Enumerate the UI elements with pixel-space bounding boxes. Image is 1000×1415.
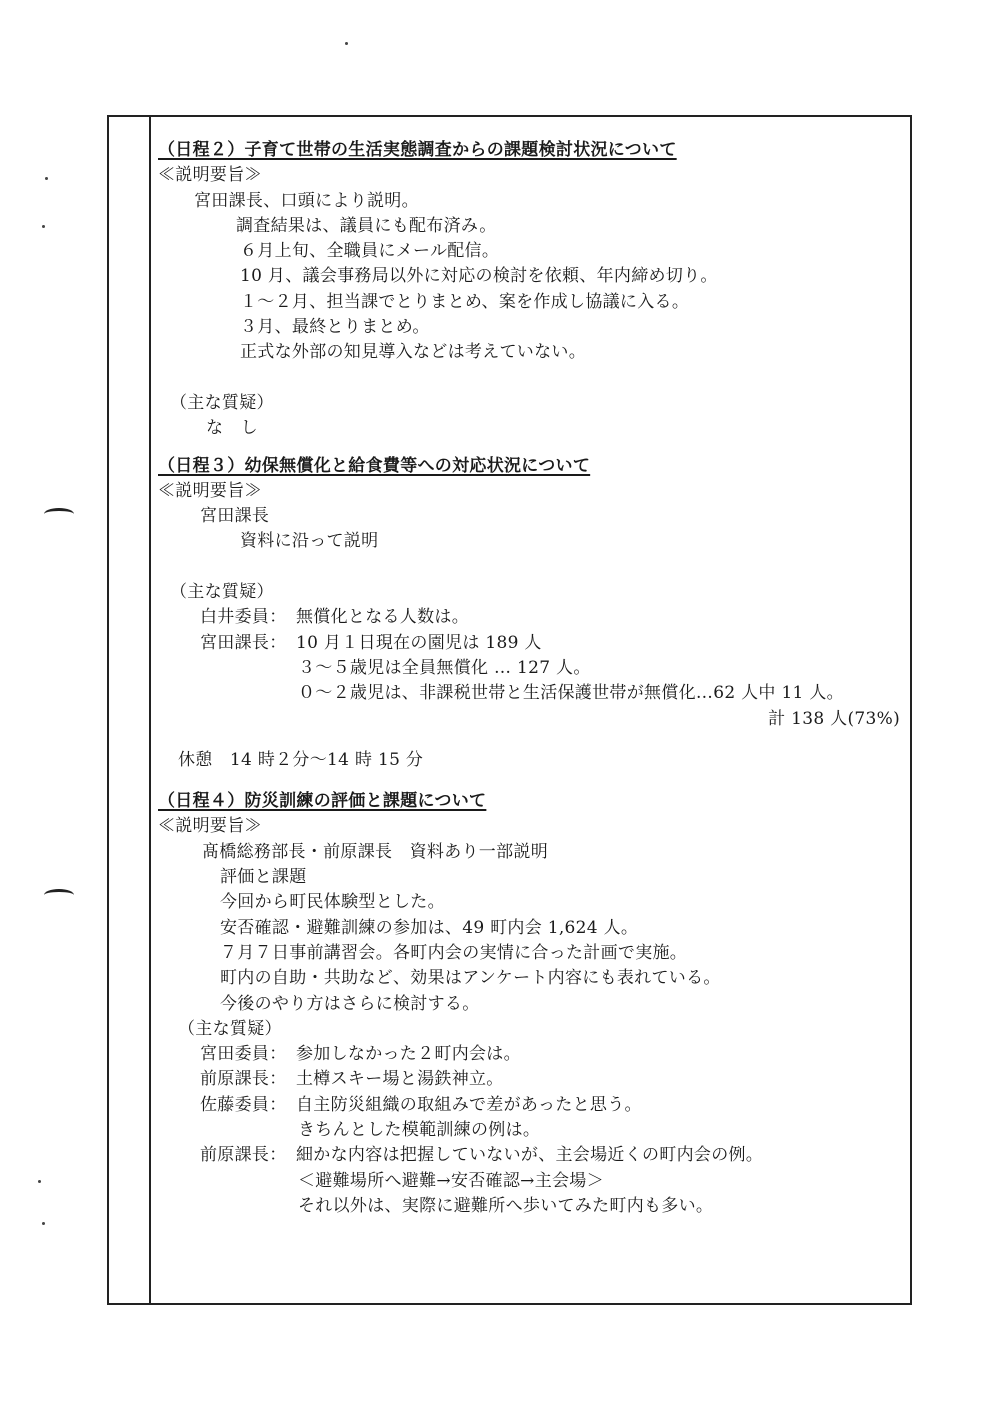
summary-line: ６月上旬、全職員にメール配信。 — [240, 241, 500, 262]
presenter: 髙橋総務部長・前原課長 資料あり一部説明 — [202, 841, 548, 862]
speck — [42, 225, 45, 228]
summary-line: 町内の自助・共助など、効果はアンケート内容にも表れている。 — [220, 968, 721, 989]
qa-speaker: 白井委員 — [200, 607, 270, 628]
qa-label: （主な質疑） — [178, 1018, 282, 1039]
summary-line: 今回から町民体験型とした。 — [220, 892, 445, 913]
qa-continuation: きちんとした模範訓練の例は。 — [298, 1119, 541, 1140]
qa-speaker: 佐藤委員 — [200, 1094, 270, 1115]
qa-text: 無償化となる人数は。 — [296, 607, 469, 628]
document-body — [158, 138, 908, 1219]
summary-line: ７月７日事前講習会。各町内会の実情に合った計画で実施。 — [220, 942, 688, 963]
qa-row: 白井委員： 無償化となる人数は。 — [200, 607, 469, 628]
summary-label: ≪説明要旨≫ — [158, 165, 262, 186]
summary-line: 安否確認・避難訓練の参加は、49 町内会 1,624 人。 — [220, 917, 639, 938]
summary-line: １～２月、担当課でとりまとめ、案を作成し協議に入る。 — [240, 291, 690, 312]
qa-text: 10 月１日現在の園児は 189 人 — [296, 632, 542, 653]
summary-label: ≪説明要旨≫ — [158, 816, 262, 837]
section-heading: （日程２）子育て世帯の生活実態調査からの課題検討状況について — [158, 140, 677, 160]
summary-line: 正式な外部の知見導入などは考えていない。 — [240, 342, 586, 363]
section-heading: （日程３）幼保無償化と給食費等への対応状況について — [158, 455, 591, 476]
qa-text: 土樽スキー場と湯鉄神立。 — [296, 1069, 504, 1090]
qa-speaker: 宮田課長 — [200, 632, 270, 653]
qa-speaker: 前原課長 — [200, 1145, 270, 1166]
qa-row: 佐藤委員： 自主防災組織の取組みで差があったと思う。 — [200, 1094, 642, 1115]
summary-line: 10 月、議会事務局以外に対応の検討を依頼、年内締め切り。 — [240, 266, 718, 287]
total-line: 計 138 人(73%) — [768, 708, 900, 729]
qa-text: 参加しなかった２町内会は。 — [296, 1044, 521, 1065]
qa-label: （主な質疑） — [170, 582, 274, 603]
summary-line: 調査結果は、議員にも配布済み。 — [236, 215, 497, 236]
qa-speaker: 宮田委員 — [200, 1044, 270, 1065]
summary-line: ３月、最終とりまとめ。 — [240, 317, 430, 338]
margin-divider — [149, 117, 151, 1303]
qa-label: （主な質疑） — [170, 392, 274, 413]
qa-text: 細かな内容は把握していないが、主会場近くの町内会の例。 — [296, 1145, 764, 1166]
break-time: 休憩 14 時２分～14 時 15 分 — [178, 749, 424, 770]
qa-text: 自主防災組織の取組みで差があったと思う。 — [296, 1094, 642, 1115]
qa-continuation: ＜避難場所へ避難→安否確認→主会場＞ — [298, 1170, 604, 1191]
qa-row: 前原課長： 土樽スキー場と湯鉄神立。 — [200, 1069, 504, 1090]
qa-continuation: それ以外は、実際に避難所へ歩いてみた町内も多い。 — [298, 1195, 714, 1216]
section-heading: （日程４）防災訓練の評価と課題について — [158, 791, 487, 812]
summary-line: 今後のやり方はさらに検討する。 — [220, 993, 480, 1014]
qa-continuation: ０～２歳児は、非課税世帯と生活保護世帯が無償化…62 人中 11 人。 — [298, 683, 844, 704]
qa-speaker: 前原課長 — [200, 1069, 270, 1090]
presenter: 宮田課長、口頭により説明。 — [194, 190, 419, 211]
qa-continuation: ３～５歳児は全員無償化 … 127 人。 — [298, 657, 591, 678]
binder-hole-bottom — [44, 889, 74, 901]
qa-row: 宮田課長： 10 月１日現在の園児は 189 人 — [200, 632, 542, 653]
qa-row: 前原課長： 細かな内容は把握していないが、主会場近くの町内会の例。 — [200, 1145, 764, 1166]
speck — [345, 42, 348, 45]
summary-label: ≪説明要旨≫ — [158, 480, 262, 501]
qa-none: な し — [206, 418, 258, 439]
presenter: 宮田課長 — [200, 506, 270, 527]
binder-hole-top — [44, 508, 74, 520]
summary-line: 評価と課題 — [220, 867, 307, 888]
summary-line: 資料に沿って説明 — [240, 531, 379, 552]
speck — [45, 177, 48, 180]
speck — [38, 1180, 41, 1183]
qa-row: 宮田委員： 参加しなかった２町内会は。 — [200, 1044, 521, 1065]
speck — [42, 1222, 45, 1225]
